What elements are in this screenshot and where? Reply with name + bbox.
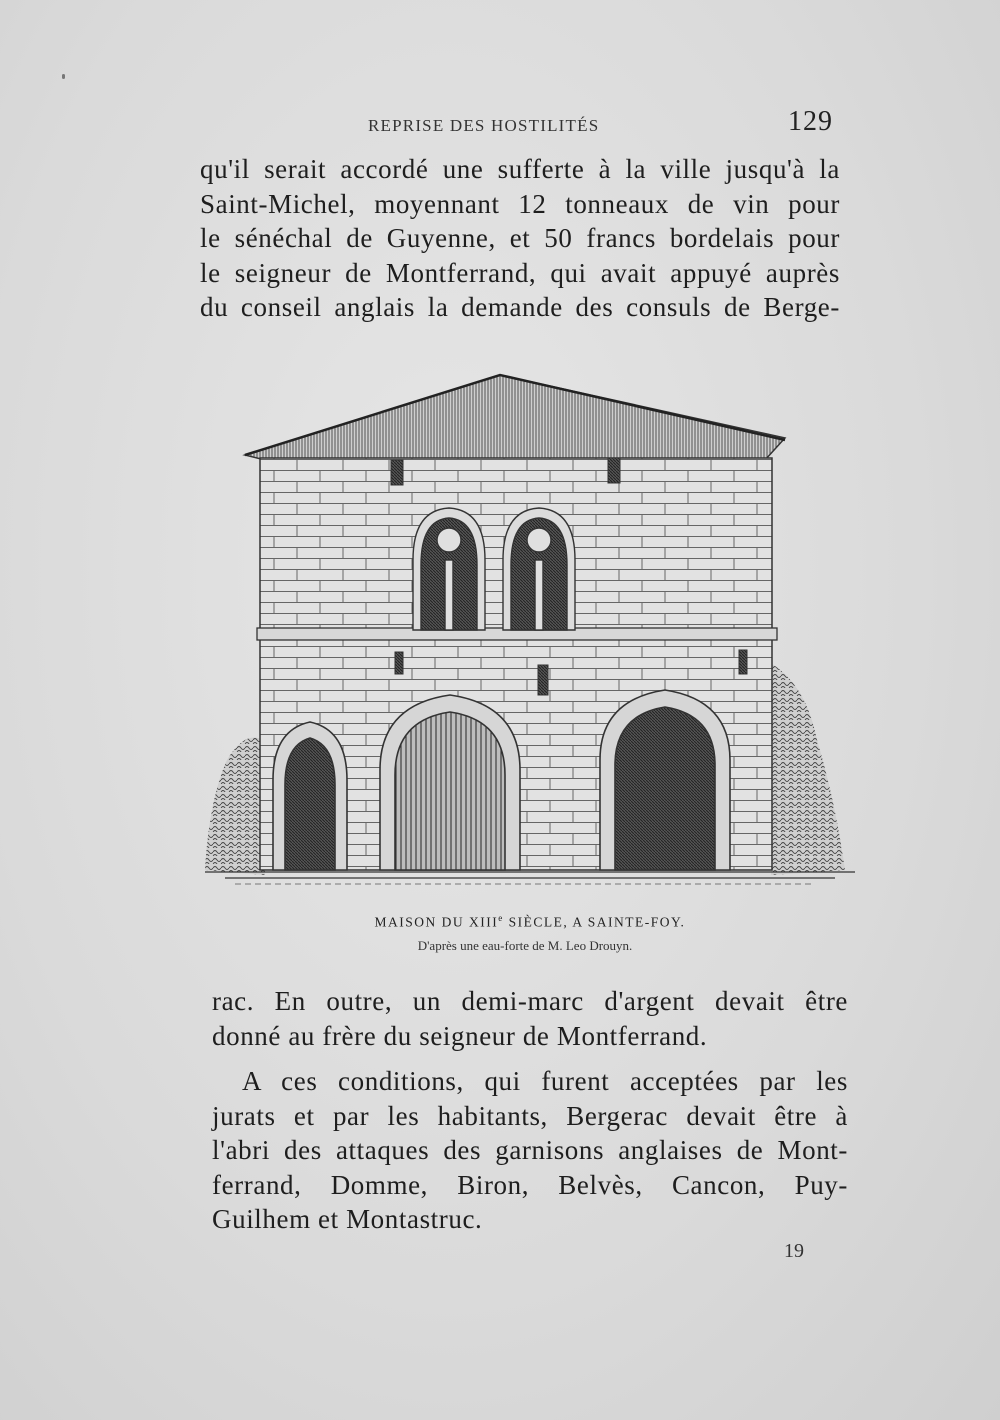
text-line: qu'il serait accordé une sufferte à la ville jusqu'à la	[200, 154, 840, 184]
paragraph-2	[212, 984, 848, 1053]
page-number: 129	[788, 106, 833, 137]
figure-credit: D'après une eau-forte de M. Leo Drouyn.	[417, 938, 633, 953]
figure-caption	[320, 913, 740, 931]
caption-rest: SIÈCLE, A SAINTE-FOY.	[503, 914, 686, 930]
text-line: Guilhem et Montastruc.	[212, 1204, 483, 1234]
caption-main: MAISON DU XIII	[374, 914, 499, 930]
paper-speck	[62, 74, 65, 79]
house-engraving	[205, 360, 855, 900]
text-line: ferrand, Domme, Biron, Belvès, Cancon, Puy-	[212, 1169, 848, 1200]
signature-mark: 19	[784, 1240, 804, 1262]
text-line: jurats et par les habitants, Bergerac devait être à	[212, 1100, 848, 1131]
text-line: le sénéchal de Guyenne, et 50 francs bordelais pour	[200, 223, 840, 253]
text-line: du conseil anglais la demande des consuls de Berge-	[200, 292, 840, 322]
text-line: donné au frère du seigneur de Montferrand.	[212, 1020, 708, 1051]
text-line: Saint-Michel, moyennant 12 tonneaux de vin pour	[200, 188, 840, 219]
text-line: A ces conditions, qui furent acceptées par les	[242, 1066, 848, 1096]
text-line: le seigneur de Montferrand, qui avait appuyé auprès	[200, 257, 840, 288]
text-line: rac. En outre, un demi-marc d'argent devait être	[212, 986, 848, 1016]
text-line: l'abri des attaques des garnisons anglaises de Mont-	[212, 1135, 848, 1165]
running-title: REPRISE DES HOSTILITÉS	[368, 116, 600, 135]
paragraph-1	[200, 152, 840, 325]
paragraph-3	[212, 1064, 848, 1237]
caption-superscript: e	[498, 913, 504, 923]
